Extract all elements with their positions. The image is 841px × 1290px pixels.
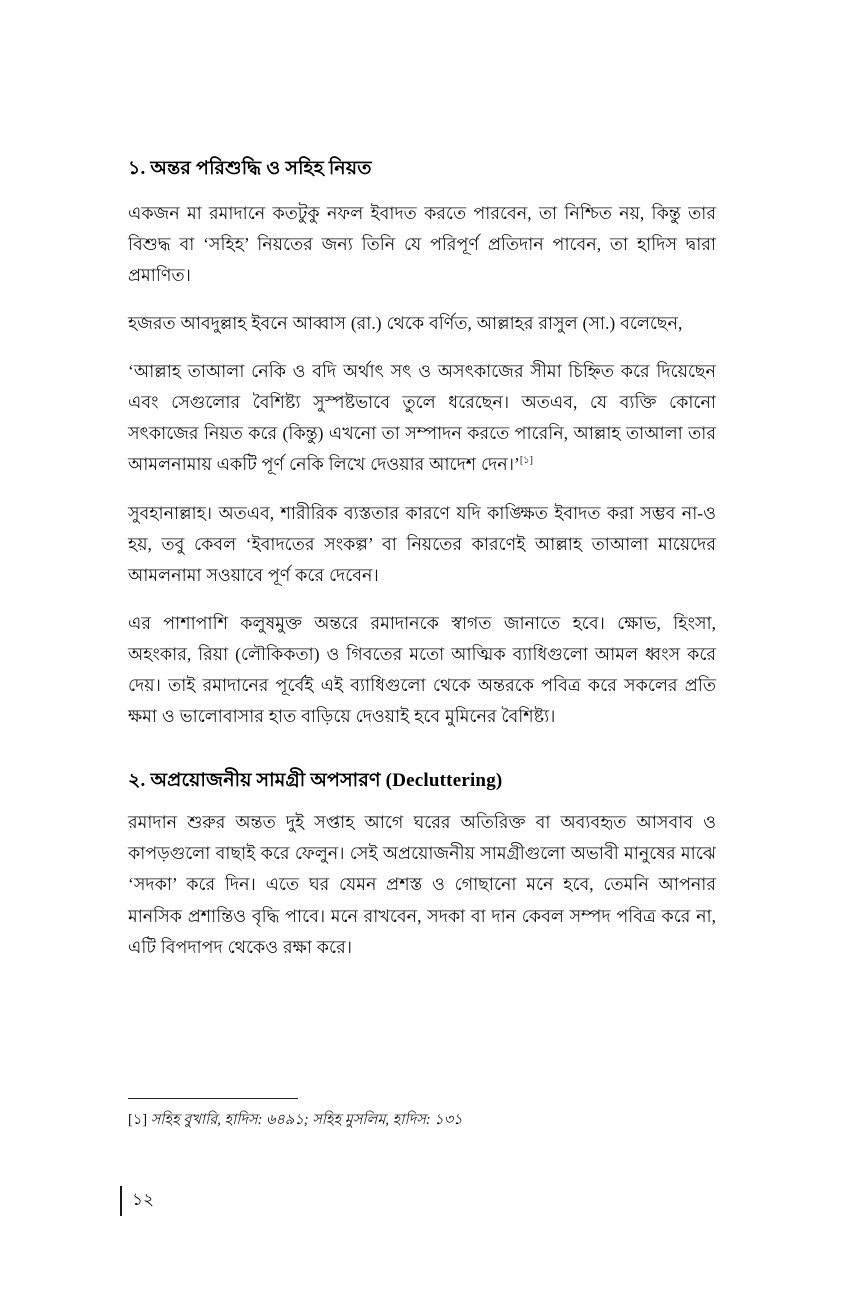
quote-text: ‘আল্লাহ তাআলা নেকি ও বদি অর্থাৎ সৎ ও অসৎকাজের সীমা চিহ্নিত করে দিয়েছেন এবং সেগুলোর বৈশিষ্ট্য সুস্পষ্টভাবে তুলে ধরেছেন। অতএব, যে ব্যক্তি কোনো সৎকাজের নিয়ত করে (কিন্তু) এখনো তা সম্পাদন করতে পারেনি, আল্লাহ তাআলা তার আমলনামায় একটি পূর্ণ নেকি লিখে দেওয়ার আদেশ দেন।’ xyxy=(128,361,716,475)
page-number: ১২ xyxy=(132,1190,155,1209)
paragraph: হজরত আবদুল্লাহ ইবনে আব্বাস (রা.) থেকে বর্ণিত, আল্লাহর রাসুল (সা.) বলেছেন, xyxy=(128,312,683,333)
page-number-block xyxy=(120,1186,154,1216)
page-number-rule xyxy=(120,1186,122,1216)
paragraph: রমাদান শুরুর অন্তত দুই সপ্তাহ আগে ঘরের অতিরিক্ত বা অব্যবহৃত আসবাব ও কাপড়গুলো বাছাই করে ফেলুন। সেই অপ্রয়োজনীয় সামগ্রীগুলো অভাবী মানুষের মাঝে ‘সদকা’ করে দিন। এতে ঘর যেমন প্রশস্ত ও গোছানো মনে হবে, তেমনি আপনার মানসিক প্রশান্তিও বৃদ্ধি পাবে। মনে রাখবেন, সদকা বা দান কেবল সম্পদ পবিত্র করে না, এটি বিপদাপদ থেকেও রক্ষা করে। xyxy=(128,812,716,957)
footnote-source: সহিহ বুখারি, হাদিস: ৬৪৯১; সহিহ মুসলিম, হাদিস: ১৩১ xyxy=(150,1112,463,1128)
footnote-marker: [১] xyxy=(128,1112,148,1128)
page-content xyxy=(128,155,716,963)
footnote xyxy=(128,1109,716,1132)
footnote-divider xyxy=(128,1098,298,1099)
section-heading-2: ২. অপ্রয়োজনীয় সামগ্রী অপসারণ (Decluttering) xyxy=(128,769,503,791)
footnote-reference[interactable]: [১] xyxy=(519,455,533,467)
section-heading-1: ১. অন্তর পরিশুদ্ধি ও সহিহ নিয়ত xyxy=(128,158,372,179)
paragraph: সুবহানাল্লাহ। অতএব, শারীরিক ব্যস্ততার কারণে যদি কাঙ্ক্ষিত ইবাদত করা সম্ভব না-ও হয়, তবু কেবল ‘ইবাদতের সংকল্প’ বা নিয়তের কারণেই আল্লাহ তাআলা মায়েদের আমলনামা সওয়াবে পূর্ণ করে দেবেন। xyxy=(128,502,716,585)
footnote-area xyxy=(128,1098,716,1132)
paragraph-quote xyxy=(128,356,716,481)
paragraph: এর পাশাপাশি কলুষমুক্ত অন্তরে রমাদানকে স্বাগত জানাতে হবে। ক্ষোভ, হিংসা, অহংকার, রিয়া (লৌকিকতা) ও গিবতের মতো আত্মিক ব্যাধিগুলো আমল ধ্বংস করে দেয়। তাই রমাদানের পূর্বেই এই ব্যাধিগুলো থেকে অন্তরকে পবিত্র করে সকলের প্রতি ক্ষমা ও ভালোবাসার হাত বাড়িয়ে দেওয়াই হবে মুমিনের বৈশিষ্ট্য। xyxy=(128,613,716,727)
paragraph: একজন মা রমাদানে কতটুকু নফল ইবাদত করতে পারবেন, তা নিশ্চিত নয়, কিন্তু তার বিশুদ্ধ বা ‘সহিহ’ নিয়তের জন্য তিনি যে পরিপূর্ণ প্রতিদান পাবেন, তা হাদিস দ্বারা প্রমাণিত। xyxy=(128,202,716,285)
